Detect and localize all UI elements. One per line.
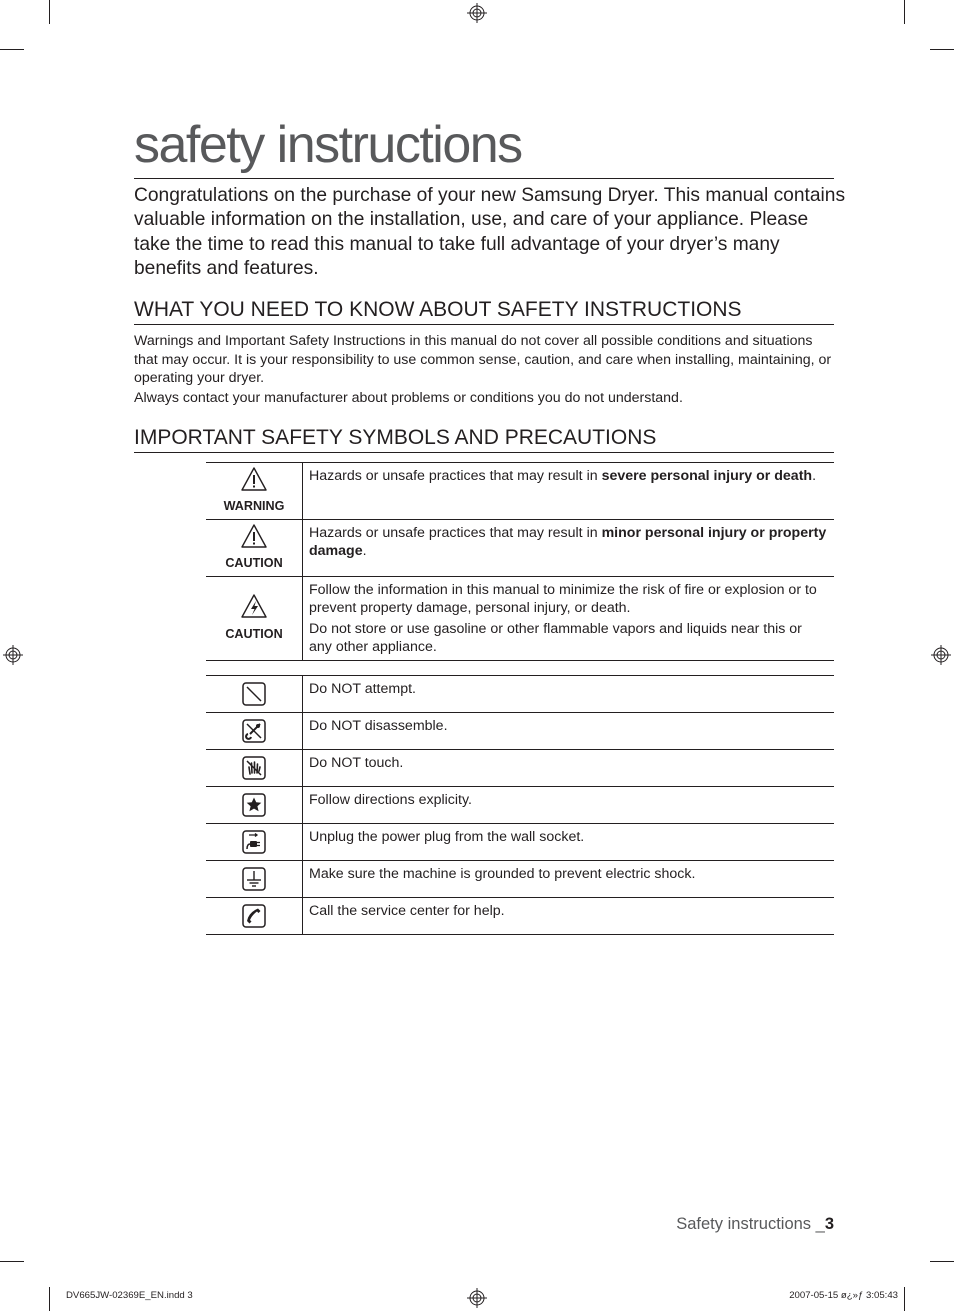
- warning-triangle-icon: [241, 467, 267, 491]
- symbol-text: Unplug the power plug from the wall socket.: [303, 824, 835, 861]
- follow-directions-icon: [242, 793, 266, 817]
- phone-icon: [242, 904, 266, 928]
- page-number: 3: [824, 1215, 834, 1233]
- crop-mark: [904, 1287, 905, 1311]
- caution-triangle-icon: [241, 524, 267, 548]
- crop-mark: [49, 1287, 50, 1311]
- symbol-text: Follow directions explicity.: [303, 787, 835, 824]
- fire-caution-triangle-icon: [241, 594, 267, 618]
- icon-cell: [206, 861, 303, 898]
- registration-mark-icon: [3, 645, 23, 665]
- text-cell: [303, 577, 835, 661]
- row-text: Follow the information in this manual to minimize the risk of fire or explosion or to prevent property damage, personal injury, or death.: [309, 582, 817, 617]
- crop-mark: [904, 0, 905, 24]
- table-row: [206, 787, 834, 824]
- table-row: [206, 824, 834, 861]
- row-text-bold: severe personal injury or death: [601, 468, 813, 484]
- crop-mark: [930, 1261, 954, 1262]
- footer-label: Safety instructions _: [676, 1215, 825, 1233]
- text-cell: [303, 463, 835, 520]
- table-row: [206, 463, 834, 520]
- no-touch-icon: [242, 756, 266, 780]
- table-row: [206, 520, 834, 577]
- page-footer: [676, 1215, 834, 1234]
- icon-cell: [206, 750, 303, 787]
- crop-mark: [0, 1261, 24, 1262]
- text-cell: [303, 520, 835, 577]
- crop-mark: [930, 49, 954, 50]
- symbol-text: Make sure the machine is grounded to prevent electric shock.: [303, 861, 835, 898]
- section1-paragraph: Always contact your manufacturer about problems or conditions you do not understand.: [134, 390, 683, 406]
- table-row: [206, 861, 834, 898]
- section-heading-safety-symbols: IMPORTANT SAFETY SYMBOLS AND PRECAUTIONS: [134, 424, 834, 453]
- symbol-text: Do NOT attempt.: [303, 676, 835, 713]
- intro-paragraph: Congratulations on the purchase of your new Samsung Dryer. This manual contains valuable information on the installation, use, and care of your appliance. Please take the time to read this manual to take full advantage of your dryer’s many benefits and features.: [134, 185, 846, 280]
- crop-mark: [49, 0, 50, 24]
- table-row: [206, 898, 834, 935]
- icon-cell: [206, 713, 303, 750]
- row-text: Hazards or unsafe practices that may result in: [309, 525, 602, 541]
- registration-mark-icon: [467, 1288, 487, 1308]
- registration-mark-icon: [931, 645, 951, 665]
- row-text-bold: minor personal injury or property damage: [309, 525, 827, 560]
- table-row: [206, 750, 834, 787]
- row-text: .: [812, 468, 817, 484]
- warning-label: WARNING: [223, 499, 285, 513]
- symbol-text: Call the service center for help.: [303, 898, 835, 935]
- row-text: Hazards or unsafe practices that may result in: [309, 468, 602, 484]
- row-text: Do not store or use gasoline or other flammable vapors and liquids near this or any other appliance.: [309, 620, 802, 655]
- ground-icon: [242, 867, 266, 891]
- warning-table: [206, 462, 834, 661]
- section1-paragraph: Warnings and Important Safety Instructions in this manual do not cover all possible conditions and situations that may occur. It is your responsibility to use common sense, caution, and care when installing, maintaining, or operating your dryer.: [134, 333, 832, 386]
- caution-label: CAUTION: [225, 556, 283, 570]
- icon-cell: [206, 787, 303, 824]
- caution-label: CAUTION: [225, 626, 283, 641]
- crop-mark: [0, 49, 24, 50]
- slug-filename: DV665JW-02369E_EN.indd 3: [66, 1290, 193, 1301]
- symbols-table: [206, 675, 834, 935]
- table-row: [206, 676, 834, 713]
- icon-cell: [206, 577, 303, 661]
- page-title: safety instructions: [134, 112, 834, 179]
- unplug-icon: [242, 830, 266, 854]
- row-text: .: [362, 543, 367, 560]
- table-row: [206, 577, 834, 661]
- section-heading-safety-instructions: WHAT YOU NEED TO KNOW ABOUT SAFETY INSTRUCTIONS: [134, 296, 834, 325]
- icon-cell: [206, 463, 303, 520]
- symbol-text: Do NOT disassemble.: [303, 713, 835, 750]
- table-row: [206, 713, 834, 750]
- symbol-text: Do NOT touch.: [303, 750, 835, 787]
- icon-cell: [206, 676, 303, 713]
- slug-timestamp: 2007-05-15 ø¿»ƒ 3:05:43: [789, 1290, 898, 1301]
- no-disassemble-icon: [242, 719, 266, 743]
- registration-mark-icon: [467, 3, 487, 23]
- prohibited-icon: [242, 682, 266, 706]
- icon-cell: [206, 898, 303, 935]
- icon-cell: [206, 520, 303, 577]
- icon-cell: [206, 824, 303, 861]
